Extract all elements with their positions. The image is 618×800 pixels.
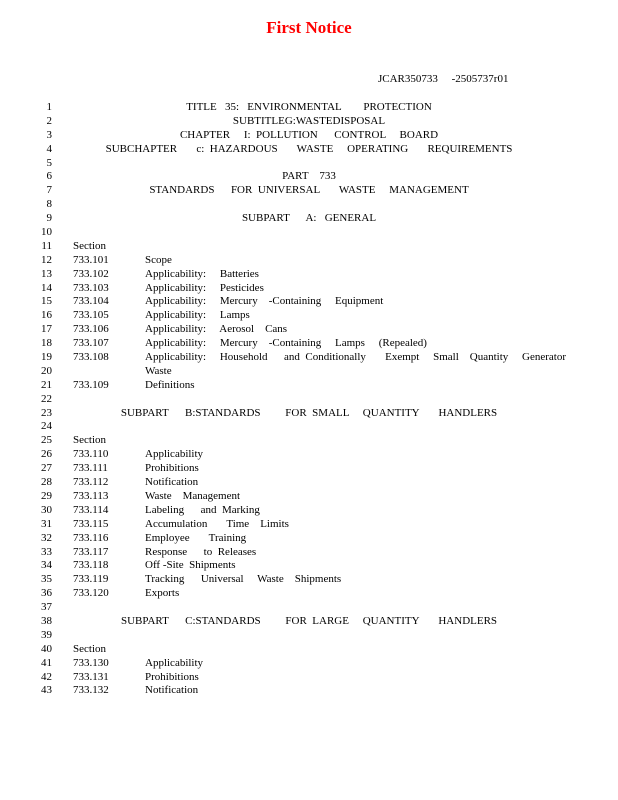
line-number: 27 [41,462,52,475]
line-number: 2 [46,114,52,127]
line-number: 1 [46,101,52,113]
section-title: Response to Releases [145,545,257,558]
section-title: Applicability: Aerosol Cans [145,323,288,336]
section-number: 733.108 [73,351,109,364]
document-line [0,212,618,226]
document-line [0,434,618,448]
document-line [0,240,618,254]
line-number: 23 [41,406,52,419]
document-line [0,601,618,615]
section-title: Tracking Universal Waste Shipments [145,573,342,586]
document-line [0,448,618,462]
line-number: 30 [41,503,52,516]
section-number: 733.130 [73,656,109,669]
section-number: 733.105 [73,309,109,322]
line-number: 37 [41,601,52,614]
line-number: 18 [41,337,52,350]
line-number: 34 [41,559,52,572]
document-line [0,587,618,601]
line-number: 3 [46,128,52,141]
heading-text: TITLE 35: ENVIRONMENTAL PROTECTION [186,101,432,113]
line-number: 17 [41,323,52,336]
document-line [0,532,618,546]
heading-text: SUBTITLEG:WASTEDISPOSAL [232,114,386,127]
section-title: Exports [145,587,180,600]
section-title: Off -Site Shipments [145,559,236,572]
document-line [0,268,618,282]
document-line [0,393,618,407]
section-number: 733.107 [73,337,109,350]
line-number: 41 [41,656,52,669]
heading-text: SUBPART C:STANDARDS FOR LARGE QUANTITY HANDLERS [120,614,498,627]
line-number: 10 [41,226,52,239]
document-line [0,323,618,337]
line-number: 11 [41,239,52,252]
line-number: 26 [41,448,52,461]
section-number: 733.111 [73,462,108,475]
heading-text: STANDARDS FOR UNIVERSAL WASTE MANAGEMENT [149,184,469,197]
line-number: 42 [41,670,52,683]
line-number: 20 [41,364,52,377]
first-notice-heading: First Notice [266,18,352,37]
document-line [0,295,618,309]
section-title: Applicability: Lamps [145,309,250,322]
section-title: Applicability: Mercury -Containing Equipment [145,295,384,308]
section-title: Scope [145,253,172,266]
section-number: 733.112 [73,476,109,489]
line-number: 13 [41,267,52,280]
section-number: 733.119 [73,573,109,586]
section-number: 733.116 [73,531,109,544]
line-number: 8 [46,198,52,211]
section-title: Waste [145,364,172,377]
line-number: 33 [41,545,52,558]
section-title: Notification [145,684,199,697]
document-line [0,198,618,212]
document-line [0,351,618,365]
section-title: Notification [145,476,199,489]
document-line [0,184,618,198]
section-number: 733.131 [73,670,109,683]
heading-text: SUBCHAPTER c: HAZARDOUS WASTE OPERATING REQUIREMENTS [105,142,513,155]
line-number: 39 [41,628,52,641]
document-line [0,407,618,421]
heading-text: SUBPART A: GENERAL [241,212,377,225]
document-line [0,115,618,129]
line-number: 43 [41,684,52,697]
section-title: Labeling and Marking [145,503,260,516]
document-line [0,101,618,115]
document-line [0,282,618,296]
section-column-header: Section [73,642,106,655]
section-number: 733.104 [73,295,109,308]
section-number: 733.132 [73,684,109,697]
section-title: Applicability: Mercury -Containing Lamps (Repealed) [145,337,427,350]
section-number: 733.103 [73,281,109,294]
line-number: 14 [41,281,52,294]
section-title: Waste Management [145,489,241,502]
section-number: 733.109 [73,378,109,391]
line-number: 5 [46,156,52,169]
line-number: 31 [41,517,52,530]
line-number: 40 [41,642,52,655]
document-line [0,129,618,143]
document-line [0,309,618,323]
section-title: Employee Training [145,531,247,544]
line-number: 35 [41,573,52,586]
document-line [0,684,618,698]
document-line [0,657,618,671]
document-line [0,629,618,643]
document-line [0,170,618,184]
section-number: 733.113 [73,489,109,502]
section-number: 733.101 [73,253,109,266]
section-title: Applicability [145,448,204,461]
section-title: Applicability [145,656,204,669]
line-number: 32 [41,531,52,544]
line-number: 6 [46,170,52,183]
document-line [0,518,618,532]
section-number: 733.117 [73,545,109,558]
document-line [0,643,618,657]
section-number: 733.114 [73,503,109,516]
section-title: Definitions [145,378,195,391]
line-number: 36 [41,587,52,600]
document-line [0,504,618,518]
document-line [0,462,618,476]
section-title: Prohibitions [145,462,199,475]
line-number: 7 [46,184,52,197]
line-number: 28 [41,476,52,489]
document-line [0,379,618,393]
section-column-header: Section [73,239,106,252]
section-title: Applicability: Batteries [145,267,259,280]
document-line [0,573,618,587]
document-id: JCAR350733 -2505737r01 [378,73,509,85]
section-title: Accumulation Time Limits [145,517,289,530]
document-line [0,226,618,240]
line-number: 4 [46,142,52,155]
section-title: Applicability: Household and Conditionally Exempt Small Quantity Generator [145,351,566,364]
document-line [0,420,618,434]
heading-text: SUBPART B:STANDARDS FOR SMALL QUANTITY HANDLERS [120,406,498,419]
document-line [0,143,618,157]
document-line [0,546,618,560]
line-number: 16 [41,309,52,322]
numbered-lines [0,101,618,698]
section-number: 733.120 [73,587,109,600]
document-line [0,559,618,573]
document-line [0,476,618,490]
line-number: 38 [41,614,52,627]
line-number: 21 [41,378,52,391]
section-column-header: Section [73,434,106,447]
document-line [0,490,618,504]
line-number: 25 [41,434,52,447]
line-number: 9 [46,212,52,225]
section-number: 733.110 [73,448,109,461]
heading-text: CHAPTER I: POLLUTION CONTROL BOARD [179,128,439,141]
section-title: Applicability: Pesticides [145,281,264,294]
heading-text: PART 733 [282,170,336,183]
document-line [0,254,618,268]
document-line [0,365,618,379]
section-number: 733.106 [73,323,109,336]
document-line [0,337,618,351]
line-number: 15 [41,295,52,308]
line-number: 22 [41,392,52,405]
line-number: 19 [41,351,52,364]
section-title: Prohibitions [145,670,199,683]
document-line [0,157,618,171]
section-number: 733.102 [73,267,109,280]
section-number: 733.118 [73,559,109,572]
line-number: 12 [41,253,52,266]
line-number: 29 [41,489,52,502]
line-number: 24 [41,420,52,433]
section-number: 733.115 [73,517,109,530]
document-line [0,671,618,685]
document-line [0,615,618,629]
